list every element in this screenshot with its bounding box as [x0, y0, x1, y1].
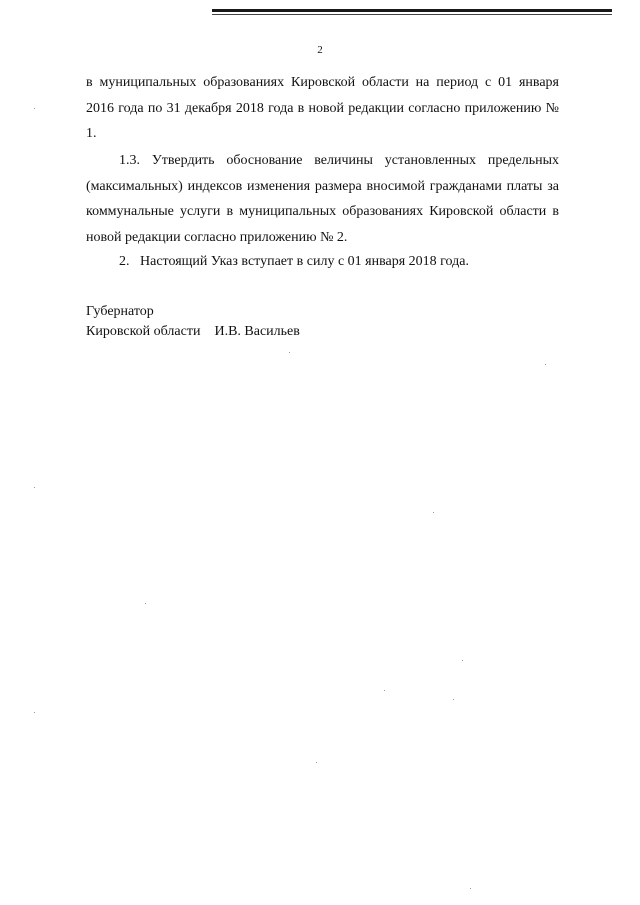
scan-speck: [34, 108, 35, 109]
signature-name: И.В. Васильев: [214, 324, 300, 339]
page-number: 2: [317, 44, 323, 56]
header-rule: [212, 9, 612, 12]
scan-speck: [34, 712, 35, 713]
scan-speck: [384, 690, 385, 691]
scan-speck: [545, 364, 546, 365]
scan-speck: [316, 762, 317, 763]
header-rule-thin: [212, 14, 612, 15]
signature-line: [86, 322, 300, 342]
signature-title: Губернатор: [86, 304, 154, 319]
paragraph-item-2: [86, 249, 559, 275]
scan-speck: [433, 512, 434, 513]
scan-speck: [289, 352, 290, 353]
signature-region: Кировской области: [86, 324, 201, 339]
scan-speck: [453, 699, 454, 700]
paragraph-item-1-3: [86, 148, 559, 250]
scan-speck: [462, 660, 463, 661]
paragraph-text: 1.3. Утвердить обоснование величины установленных предельных (максимальных) индексов изменения размера вносимой гражданами платы за коммунальные услуги в муниципальных образованиях Кировской области в новой редакции согласно приложению № 2.: [86, 153, 559, 245]
scan-speck: [470, 888, 471, 889]
scan-speck: [145, 603, 146, 604]
paragraph-text: в муниципальных образованиях Кировской области на период с 01 января 2016 года по 31 декабря 2018 года в новой редакции согласно приложению № 1.: [86, 75, 559, 141]
paragraph-continuation: [86, 70, 559, 147]
scan-speck: [34, 487, 35, 488]
signature-block: [86, 302, 300, 342]
paragraph-text: 2. Настоящий Указ вступает в силу с 01 января 2018 года.: [119, 254, 469, 269]
